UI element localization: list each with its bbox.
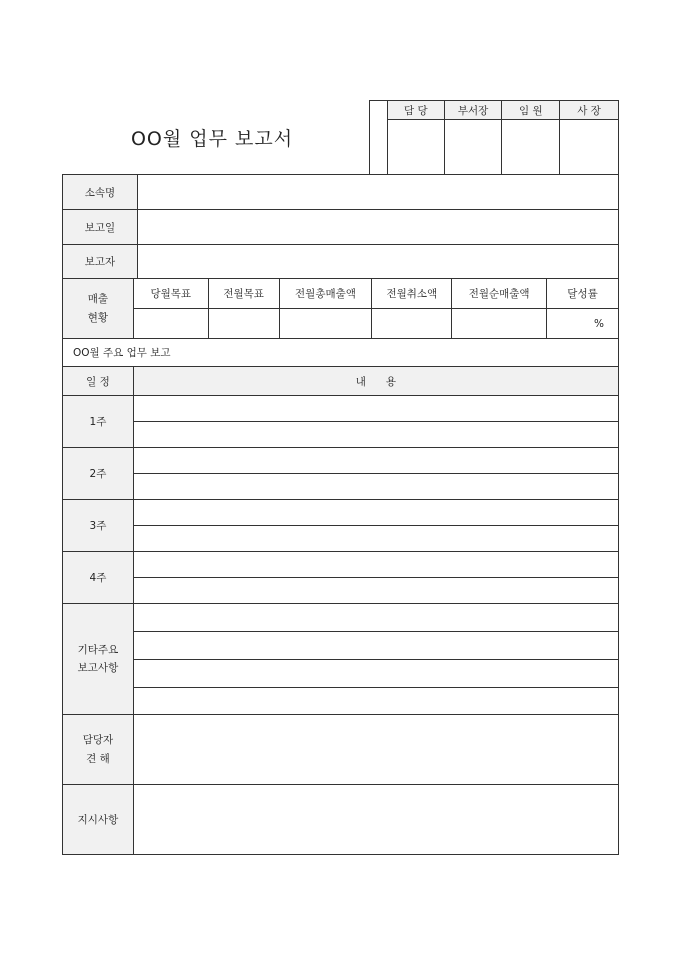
week-1-line-1[interactable] [133,396,618,422]
week-3-line-2[interactable] [133,526,618,552]
approval-sign-manager[interactable] [387,120,444,175]
sales-value-prev-cancel[interactable] [372,309,452,339]
other-items-label-line1: 기타주요 [77,644,119,656]
sales-value-achievement[interactable] [547,309,619,339]
content-header-label: 내 용 [355,375,397,388]
sales-status-label [63,279,134,339]
sales-header-achievement: 달성률 [547,279,619,309]
report-date-field[interactable] [137,210,618,245]
content-header [133,367,618,396]
report-form-table [62,174,619,855]
opinion-label-line2: 견 해 [86,752,110,765]
approval-header-president: 사 장 [560,101,619,120]
schedule-header: 일 정 [63,367,134,396]
sales-header-prev-total: 전월총매출액 [279,279,372,309]
sales-value-prev-target[interactable] [208,309,279,339]
approval-header-dept-head: 부서장 [444,101,502,120]
sales-header-prev-net: 전월순매출액 [452,279,547,309]
week-1-label: 1주 [63,396,134,448]
affiliation-field[interactable] [137,175,618,210]
reporter-field[interactable] [137,245,618,279]
report-date-label: 보고일 [63,210,138,245]
sales-label-line1: 매출 [87,292,109,305]
approval-header-executive: 임 원 [502,101,560,120]
opinion-label-line1: 담당자 [82,733,114,746]
reporter-label: 보고자 [63,245,138,279]
sales-header-prev-cancel: 전월취소액 [372,279,452,309]
approval-sign-president[interactable] [560,120,619,175]
week-3-line-1[interactable] [133,500,618,526]
affiliation-label: 소속명 [63,175,138,210]
instructions-field[interactable] [133,785,618,855]
sales-value-current-target[interactable] [133,309,208,339]
approval-sign-executive[interactable] [502,120,560,175]
opinion-label [63,715,134,785]
approval-table [369,100,619,175]
week-3-label: 3주 [63,500,134,552]
sales-value-prev-total[interactable] [279,309,372,339]
week-2-label: 2주 [63,448,134,500]
week-2-line-2[interactable] [133,474,618,500]
week-4-label: 4주 [63,552,134,604]
instructions-label: 지시사항 [63,785,134,855]
sales-value-prev-net[interactable] [452,309,547,339]
opinion-field[interactable] [133,715,618,785]
main-report-section-title: OO월 주요 업무 보고 [63,339,619,367]
sales-header-current-target: 당월목표 [133,279,208,309]
other-items-line-1[interactable] [133,604,618,632]
other-items-label-line2: 보고사항 [77,662,119,674]
approval-sign-dept-head[interactable] [444,120,502,175]
week-4-line-1[interactable] [133,552,618,578]
other-items-line-3[interactable] [133,660,618,688]
percent-unit: % [594,317,604,330]
other-items-line-2[interactable] [133,632,618,660]
week-2-line-1[interactable] [133,448,618,474]
approval-side-cell [370,101,388,175]
sales-header-prev-target: 전월목표 [208,279,279,309]
sales-label-line2: 현황 [87,311,109,324]
page-title: OO월 업무 보고서 [130,128,294,150]
approval-header-manager: 담 당 [387,101,444,120]
week-4-line-2[interactable] [133,578,618,604]
other-items-label [63,604,134,715]
other-items-line-4[interactable] [133,688,618,715]
week-1-line-2[interactable] [133,422,618,448]
